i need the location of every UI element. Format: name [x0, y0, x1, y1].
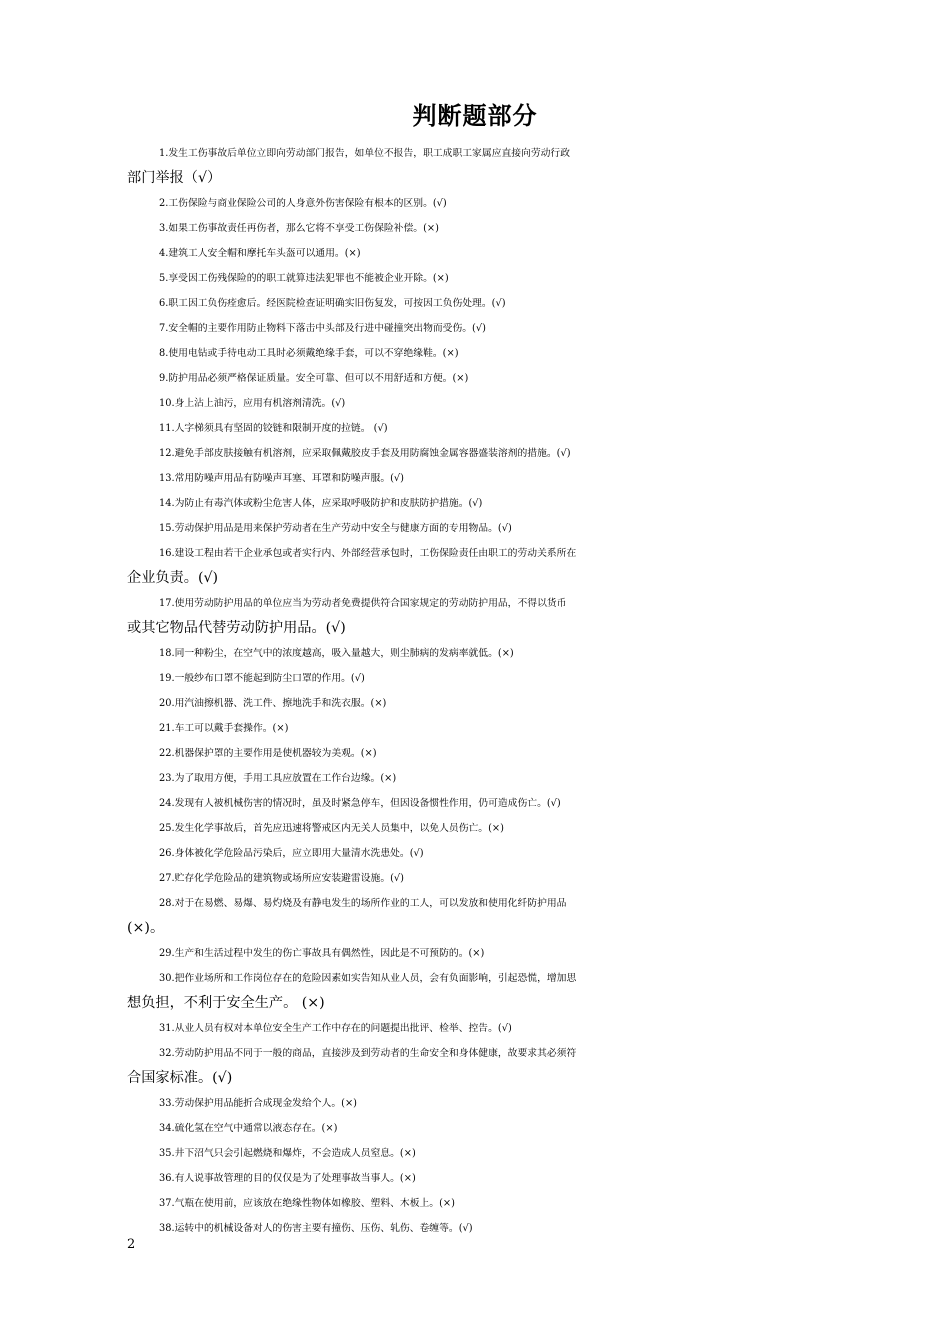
- question-item: [127, 1166, 860, 1191]
- question-item: [127, 1091, 860, 1116]
- question-item: [127, 441, 860, 466]
- question-text-line: 35.井下沼气只会引起燃烧和爆炸，不会造成人员窒息。(×): [159, 1148, 416, 1159]
- question-text-line: 2.工伤保险与商业保险公司的人身意外伤害保险有根本的区别。(√): [159, 198, 447, 209]
- question-text-line: 30.把作业场所和工作岗位存在的危险因素如实告知从业人员，会有负面影响，引起恐慌，增加思: [159, 973, 577, 984]
- question-text-line: 企业负责。(√): [127, 570, 219, 586]
- question-text-line: 24.发现有人被机械伤害的情况时，虽及时紧急停车，但因设备惯性作用，仍可造成伤亡。(√): [159, 798, 561, 809]
- question-text-line: 11.人字梯须具有坚固的铰链和限制开度的拉链。 (√): [159, 423, 388, 434]
- question-text-line: 20.用汽油擦机器、洗工件、擦地洗手和洗衣服。(×): [159, 698, 387, 709]
- question-text-line: 31.从业人员有权对本单位安全生产工作中存在的问题提出批评、检举、控告。(√): [159, 1023, 512, 1034]
- question-text-line: 38.运转中的机械设备对人的伤害主要有撞伤、压伤、轧伤、卷缠等。(√): [159, 1223, 473, 1234]
- question-item: [127, 591, 860, 641]
- question-item: [127, 791, 860, 816]
- question-text-line: 9.防护用品必须严格保证质量。安全可靠、但可以不用舒适和方便。(×): [159, 373, 469, 384]
- question-text-line: 7.安全帽的主要作用防止物料下落击中头部及行进中碰撞突出物而受伤。(√): [159, 323, 486, 334]
- question-item: [127, 816, 860, 841]
- question-text-line: 想负担，不利于安全生产。 (×): [127, 995, 325, 1011]
- question-text-line: 27.贮存化学危险品的建筑物或场所应安装避雷设施。(√): [159, 873, 404, 884]
- question-item: [127, 841, 860, 866]
- question-text-line: 16.建设工程由若干企业承包或者实行内、外部经营承包时，工伤保险责任由职工的劳动关系所在: [159, 548, 577, 559]
- question-text-line: 1.发生工伤事故后单位立即向劳动部门报告，如单位不报告，职工成职工家属应直接向劳动行政: [159, 148, 571, 159]
- question-item: [127, 191, 860, 216]
- question-text-line: 28.对于在易燃、易爆、易灼烧及有静电发生的场所作业的工人，可以发放和使用化纤防护用品: [159, 898, 567, 909]
- question-item: [127, 1141, 860, 1166]
- question-text-line: 26.身体被化学危险品污染后，应立即用大量清水洗患处。(√): [159, 848, 424, 859]
- question-item: [127, 416, 860, 441]
- question-text-line: 18.同一种粉尘，在空气中的浓度越高，吸入量越大，则尘肺病的发病率就低。(×): [159, 648, 514, 659]
- page-number: 2: [127, 1237, 136, 1252]
- question-text-line: 6.职工因工负伤痊愈后。经医院检查证明确实旧伤复发，可按因工负伤处理。(√): [159, 298, 506, 309]
- question-item: [127, 891, 860, 941]
- question-item: [127, 966, 860, 1016]
- question-text-line: 或其它物品代替劳动防护用品。(√): [127, 620, 346, 636]
- question-text-line: 37.气瓶在使用前，应该放在绝缘性物体如橡胶、塑料、木板上。(×): [159, 1198, 455, 1209]
- question-item: [127, 541, 860, 591]
- question-item: [127, 666, 860, 691]
- question-item: [127, 266, 860, 291]
- question-text-line: 23.为了取用方便，手用工具应放置在工作台边缘。(×): [159, 773, 397, 784]
- question-text-line: 12.避免手部皮肤接触有机溶剂，应采取佩戴胶皮手套及用防腐蚀金属容器盛装溶剂的措施。(√): [159, 448, 571, 459]
- question-text-line: 17.使用劳动防护用品的单位应当为劳动者免费提供符合国家规定的劳动防护用品，不得以货币: [159, 598, 567, 609]
- question-item: [127, 766, 860, 791]
- question-item: [127, 1191, 860, 1216]
- question-item: [127, 516, 860, 541]
- question-text-line: 13.常用防噪声用品有防噪声耳塞、耳罩和防噪声服。(√): [159, 473, 404, 484]
- question-text-line: 3.如果工伤事故责任再伤者，那么它将不享受工伤保险补偿。(×): [159, 223, 439, 234]
- question-text-line: (×)。: [127, 920, 165, 936]
- question-text-line: 14.为防止有毒汽体或粉尘危害人体，应采取呼吸防护和皮肤防护措施。(√): [159, 498, 483, 509]
- question-item: [127, 316, 860, 341]
- page-title: 判断题部分: [412, 102, 538, 130]
- question-text-line: 33.劳动保护用品能折合成现金发给个人。(×): [159, 1098, 357, 1109]
- question-item: [127, 1216, 860, 1241]
- question-text-line: 8.使用电钻或手待电动工具时必须戴绝缘手套，可以不穿绝缘鞋。(×): [159, 348, 459, 359]
- question-item: [127, 341, 860, 366]
- question-item: [127, 366, 860, 391]
- question-item: [127, 1116, 860, 1141]
- question-text-line: 10.身上沾上油污，应用有机溶剂清洗。(√): [159, 398, 346, 409]
- question-list: [127, 141, 860, 1241]
- question-item: [127, 1041, 860, 1091]
- question-text-line: 合国家标准。(√): [127, 1070, 233, 1086]
- question-item: [127, 691, 860, 716]
- question-text-line: 部门举报（√）: [127, 170, 222, 186]
- question-text-line: 29.生产和生活过程中发生的伤亡事故具有偶然性，因此是不可预防的。(×): [159, 948, 485, 959]
- question-item: [127, 241, 860, 266]
- question-item: [127, 391, 860, 416]
- question-item: [127, 216, 860, 241]
- question-item: [127, 641, 860, 666]
- question-text-line: 34.硫化氢在空气中通常以液态存在。(×): [159, 1123, 338, 1134]
- question-text-line: 32.劳动防护用品不同于一般的商品，直接涉及到劳动者的生命安全和身体健康，故要求其必须符: [159, 1048, 577, 1059]
- question-item: [127, 141, 860, 191]
- question-text-line: 25.发生化学事故后，首先应迅速将警戒区内无关人员集中，以免人员伤亡。(×): [159, 823, 504, 834]
- question-text-line: 19.一般纱布口罩不能起到防尘口罩的作用。(√): [159, 673, 365, 684]
- question-item: [127, 466, 860, 491]
- question-text-line: 4.建筑工人安全帽和摩托车头盔可以通用。(×): [159, 248, 361, 259]
- question-item: [127, 491, 860, 516]
- question-item: [127, 1016, 860, 1041]
- question-item: [127, 866, 860, 891]
- question-text-line: 36.有人说事故管理的目的仅仅是为了处理事故当事人。(×): [159, 1173, 416, 1184]
- question-item: [127, 941, 860, 966]
- question-item: [127, 741, 860, 766]
- question-item: [127, 716, 860, 741]
- question-text-line: 22.机器保护罩的主要作用是使机器较为美观。(×): [159, 748, 377, 759]
- question-text-line: 21.车工可以戴手套操作。(×): [159, 723, 289, 734]
- question-text-line: 5.享受因工伤残保险的的职工就算违法犯罪也不能被企业开除。(×): [159, 273, 449, 284]
- question-text-line: 15.劳动保护用品是用来保护劳动者在生产劳动中安全与健康方面的专用物品。(√): [159, 523, 512, 534]
- question-item: [127, 291, 860, 316]
